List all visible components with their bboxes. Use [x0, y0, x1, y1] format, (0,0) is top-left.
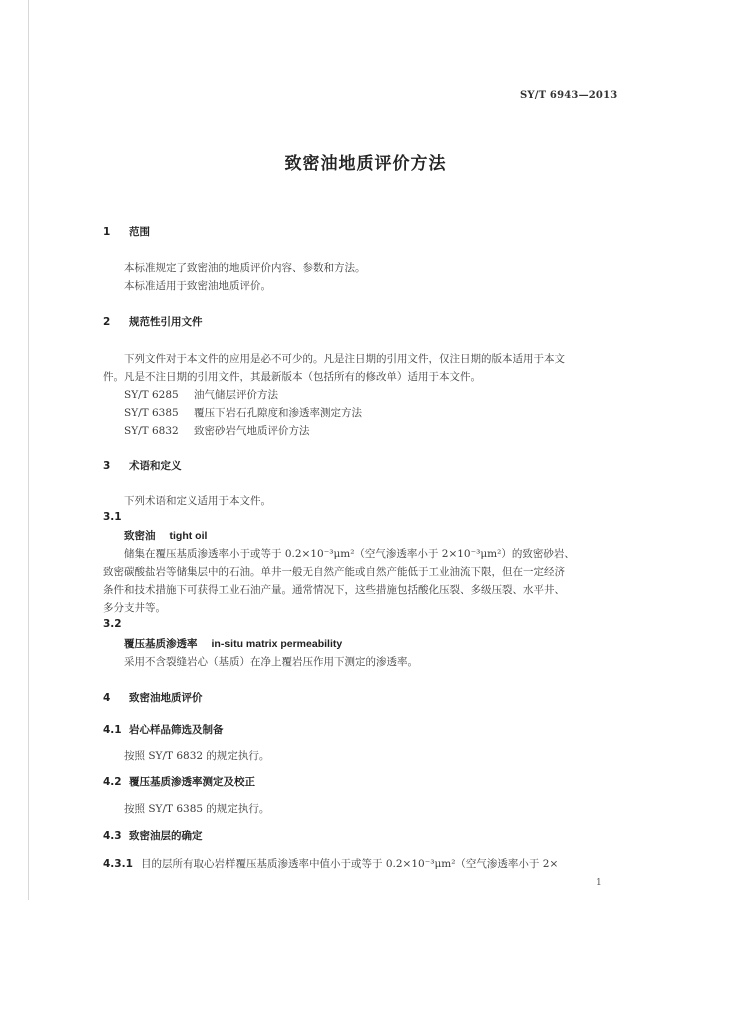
section-number: 3: [103, 460, 111, 472]
subsection-4-3-heading: [103, 828, 203, 843]
section-title: 致密油层的确定: [129, 830, 203, 842]
clause-4-3-1: [103, 856, 558, 871]
definition-line: 条件和技术措施下可获得工业石油产量。通常情况下，这些措施包括酸化压裂、多级压裂、水平井、: [103, 584, 565, 596]
clause-number: 4.3.1: [103, 858, 133, 870]
scan-edge-line: [28, 0, 29, 900]
clause-text: 目的层所有取心岩样覆压基质渗透率中值小于或等于 0.2×10⁻³μm²（空气渗透率小于 2×: [141, 858, 559, 870]
section-number: 4: [103, 692, 111, 704]
page-number: 1: [596, 878, 602, 888]
page-title: 致密油地质评价方法: [284, 154, 447, 174]
subsection-4-2-heading: [103, 774, 255, 789]
reference-item: [124, 387, 278, 402]
reference-code: SY/T 6285: [124, 389, 179, 401]
term-heading: [124, 528, 207, 543]
paragraph: 本标准适用于致密油地质评价。: [124, 280, 271, 292]
section-title: 覆压基质渗透率测定及校正: [129, 776, 255, 788]
reference-code: SY/T 6385: [124, 407, 179, 419]
paragraph: 按照 SY/T 6385 的规定执行。: [124, 803, 270, 815]
term-number: 3.2: [103, 618, 122, 630]
section-title: 术语和定义: [129, 460, 182, 472]
term-chinese: 致密油: [124, 530, 156, 542]
definition-line: 储集在覆压基质渗透率小于或等于 0.2×10⁻³μm²（空气渗透率小于 2×10⁻³μm²）的致密砂岩、: [124, 548, 575, 560]
section-4-heading: [103, 690, 203, 705]
reference-item: [124, 423, 310, 438]
reference-title: 致密砂岩气地质评价方法: [194, 425, 310, 437]
section-number: 4.3: [103, 830, 122, 842]
section-1-heading: [103, 224, 150, 239]
reference-code: SY/T 6832: [124, 425, 179, 437]
subsection-4-1-heading: [103, 722, 224, 737]
term-english: in-situ matrix permeability: [211, 638, 343, 650]
section-3-heading: [103, 458, 182, 473]
section-title: 范围: [129, 226, 150, 238]
reference-item: [124, 405, 362, 420]
definition-line: 多分支井等。: [103, 602, 166, 614]
section-number: 2: [103, 316, 111, 328]
reference-title: 覆压下岩石孔隙度和渗透率测定方法: [194, 407, 362, 419]
definition-line: 致密碳酸盐岩等储集层中的石油。单井一般无自然产能或自然产能低于工业油流下限，但在一定经济: [103, 566, 565, 578]
section-title: 规范性引用文件: [129, 316, 203, 328]
paragraph: 下列文件对于本文件的应用是必不可少的。凡是注日期的引用文件，仅注日期的版本适用于本文: [124, 353, 565, 365]
paragraph: 下列术语和定义适用于本文件。: [124, 495, 271, 507]
section-title: 致密油地质评价: [129, 692, 203, 704]
paragraph: 件。凡是不注日期的引用文件，其最新版本（包括所有的修改单）适用于本文件。: [103, 371, 481, 383]
standard-number: SY/T 6943—2013: [520, 90, 618, 101]
term-heading: [124, 636, 342, 651]
paragraph: 按照 SY/T 6832 的规定执行。: [124, 750, 270, 762]
section-number: 4.2: [103, 776, 122, 788]
definition-line: 采用不含裂缝岩心（基质）在净上覆岩压作用下测定的渗透率。: [124, 656, 418, 668]
section-title: 岩心样品筛选及制备: [129, 724, 224, 736]
term-english: tight oil: [169, 530, 208, 542]
section-number: 1: [103, 226, 111, 238]
term-number: 3.1: [103, 511, 122, 523]
reference-title: 油气储层评价方法: [194, 389, 278, 401]
section-number: 4.1: [103, 724, 122, 736]
term-chinese: 覆压基质渗透率: [124, 638, 198, 650]
paragraph: 本标准规定了致密油的地质评价内容、参数和方法。: [124, 262, 366, 274]
section-2-heading: [103, 314, 203, 329]
